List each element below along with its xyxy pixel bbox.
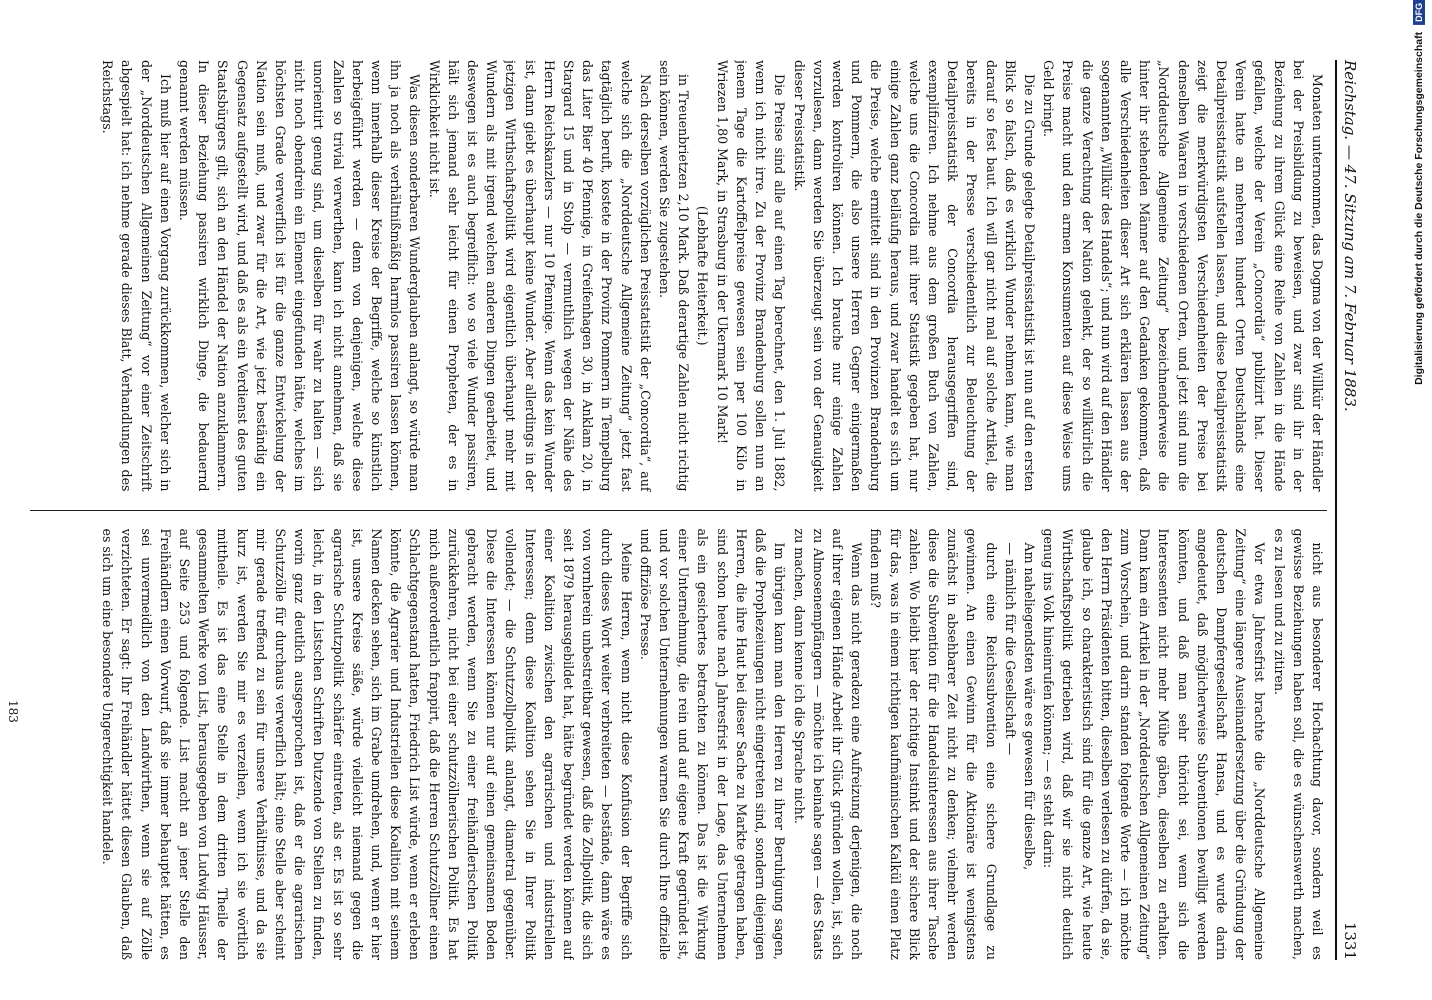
dfg-logo: DFG xyxy=(1413,0,1425,25)
page-number: 1331 xyxy=(1341,921,1359,960)
column-left xyxy=(30,60,1327,492)
paragraph: Vor etwa Jahresfrist brachte die „Norddeutsche Allgemeine Zeitung“ eine längere Auseinandersetzung über die Gründung der deutschen Dampfergesellschaft Hansa, und es wurde darin angedeutet, daß möglicherweise Subventionen bewilligt werden könnten, und daß man sehr thöricht sei, wenn sich die Interessenten nicht mehr Mühe gäben, dieselben zu erhalten. Dann kam ein Artikel in der „Norddeutschen Allgemeinen Zeitung“ zum Vorschein, und darin standen folgende Worte — ich möchte den Herrn Präsidenten bitten, dieselben verlesen zu dürfen, da sie, glaube ich, so charakteristisch sind für die ganze Art, wie heute Wirthschaftspolitik getrieben wird, daß wir sie nicht deutlich genug ins Volk hineinrufen können; — es steht darin: xyxy=(1041,528,1268,960)
column-right xyxy=(30,529,1327,961)
signature-mark: 183 xyxy=(6,700,20,723)
paragraph: Meine Herren, wenn nicht diese Konfusion der Begriffe sich durch dieses Wort weiter verbreiteten — bestände, dann wäre es von vornherein unbestreitbar gewesen, daß die Zollpolitik, die sich seit 1879 herausgebildet hat, hätte begründet werden können auf einer Koalition zwischen den agrarischen und industriellen Interessen; denn diese Koalition sehen Sie in Ihrer Politik vollendet; — die Schutzzollpolitik anlangt, diametral gegenüber. Diese die Interessen können nur auf einen gemeinsamen Boden gebracht werden, wenn Sie zu einer freihändlerischen Politik zurückkehren, nicht bei einer schutzzöllnerischen Politik. Es hat mich außerordentlich frappirt, daß die Herren Schutzzöllner einen Schlachtgegenstand hatten, Friedrich List würde, wenn er erleben könnte, die Agrarier und Industriellen diese Koalition mit seinem Namen decken sehen, sich im Grabe umdrehen, und, wenn er hier ist, unsere Kreise säße, würde vielleicht niemand gegen die agrarische Schutzpolitik schärfer eintreten, als er. Es ist so sehr leicht, in den Listschen Schriften Dutzende von Stellen zu finden, worin ganz deutlich ausgesprochen ist, daß er die agrarischen Schutzzölle für durchaus verwerflich hält; eine Stelle aber scheint mir gerade treffend zu sein für unsere Verhältnisse, und da sie kurz ist, werden Sie mir es verzeihen, wenn ich sie wörtlich mittheile. Es ist das eine Stelle in dem dritten Theile der gesammelten Werke von List, herausgegeben von Ludwig Häusser, auf Seite 253 und folgende. List macht an jener Stelle den Freihändlern einen Vorwurf, daß sie immer behauptet hätten, es sei unvermeidlich von den Landwirthen, wenn sie auf Zölle verzichteten. Er sagt: Ihr Freihändler hättet diesen Glauben, daß es sich um eine besondere Ungerechtigkeit handele. xyxy=(100,528,634,960)
paragraph: nicht aus besonderer Hochachtung davor, sondern weil es gewisse Beziehungen haben soll, die es wünschenswerth machen, es zu lesen und zu zitiren. xyxy=(1271,528,1325,960)
paragraph: Wenn das nicht geradezu eine Aufreizung derjenigen, die noch auf ihrer eigenen Hände Arbeit ihr Glück gründen wollen, ist, sich zu Almosenempfängern — möchte ich beinahe sagen — des Staats zu machen, dann kenne ich die Sprache nicht. xyxy=(791,528,865,960)
column-divider xyxy=(30,510,1327,511)
paragraph: Was diesen sonderbaren Wunderglauben anlangt, so würde man ihn ja noch als verhältnißmäßig harmlos passiren lassen können, wenn innerhalb dieser Kreise der Begriffe, welche so künstlich herbeigeführt werden — denn von denjenigen, welche diese Zahlen so trivial verwerthen, kann ich nicht annehmen, daß sie unorientirt genug sind, um dieselben für wahr zu halten — sich nicht noch obendrein ein Element eingefunden hätte, welches im höchsten Grade verwerflich ist für die ganze Entwickelung der Nation sein muß, und zwar für die Art, wie jetzt beständig ein Gegensatz aufgestellt wird, und daß es als ein Verdienst des guten Staatsbürgers gilt, sich an den Händel der Nation anzuklammern. In dieser Beziehung passiren wirklich Dinge, die bedauernd genannt werden müssen. xyxy=(177,60,423,492)
dfg-credit-text: Digitalisierung gefördert durch die Deutsche Forschungsgemeinschaft xyxy=(1412,31,1425,385)
paragraph: in Treuenbrietzen 2,10 Mark. Daß derartige Zahlen nicht richtig sein können, werden Sie zugestehen. xyxy=(657,60,692,492)
paragraph: — nämlich für die Gesellschaft — xyxy=(1002,542,1018,756)
paragraph: Ich muß hier auf einen Vorgang zurückkommen, welcher sich in der „Norddeutschen Allgemeinen Zeitung“ vor einer Zeitschrift abgespielt hat: ich nehme gerade dieses Blatt, Verhandlungen des Reichstags. xyxy=(100,60,173,492)
running-head: Reichstag. — 47. Sitzung am 7. Februar 1883. xyxy=(1341,60,1359,412)
page-header xyxy=(1335,60,1367,960)
dfg-credit-strip xyxy=(1405,0,1432,1000)
paragraph: Die Preise sind alle auf einen Tag berechnet, den 1. Juli 1882, wenn ich nicht irre. Zu der Provinz Brandenburg sollen nun an jenem Tage die Kartoffelpreise gewesen sein per 100 Kilo in Wriezen 1,80 Mark, in Strasburg in der Ukermark 10 Mark! xyxy=(714,60,788,492)
paragraph: Nach derselben vorzüglichen Preisstatistik der „Concordia“, auf welche sich die „Norddeutsche Allgemeine Zeitung“ jetzt fast tagtäglich beruft, kostete in der Provinz Pommern in Tempelburg das Liter Bier 40 Pfennige, in Greifenhagen 30, in Anklam 20, in Stargard 15 und in Stolp — vermuthlich wegen der Nähe des Herrn Reichskanzlers — nur 10 Pfennige. Wenn das kein Wunder ist, dann giebt es überhaupt keine Wunder. Aber allerdings in der jetzigen Wirthschaftspolitik wird eigentlich überhaupt mehr mit Wundern als mit irgend welchen anderen Dingen gearbeitet, und deswegen ist es auch begreiflich: wo so viele Wunder passiren, hält sich jemand sehr leicht für einen Propheten, der es in Wirklichkeit nicht ist. xyxy=(426,60,653,492)
paragraph: Am naheliegendsten wäre es gewesen für dieselbe, xyxy=(1021,542,1037,871)
paragraph: durch eine Reichssubvention eine sichere Grundlage zu gewinnen. An einen Gewinn für die Aktionäre ist wenigstens zunächst in absehbarer Zeit nicht zu denken; vielmehr werden diese die Subvention für die Handelsinteressen aus ihrer Tasche zahlen. Wo bleibt hier der richtige Instinkt und der sichere Blick für das, was in einem richtigen kaufmännischen Kalkül einen Platz finden muß? xyxy=(868,528,999,960)
text-columns xyxy=(30,60,1327,960)
paragraph: Monaten unternommen, das Dogma von der Willkür der Händler bei der Preisbildung zu beweisen, und zwar sind ihr in der Beziehung zu ihrem Glück eine Reihe von Zahlen in die Hände gefallen, welche der Verein „Concordia“ publizirt hat. Dieser Verein hatte an mehreren hundert Orten Deutschlands eine Detailpreisstatistik aufstellen lassen, und diese Detailpreisstatistik zeigt die merkwürdigsten Verschiedenheiten der Preise bei denselben Waaren in verschiedenen Orten, und jetzt sind nun die „Norddeutsche Allgemeine Zeitung“ bezeichnenderweise die hinter ihr stehenden Männer auf den Gedanken gekommen, daß alle Verschiedenheiten dieser Art sich erklären lassen aus der sogenannten „Willkür des Handels“; und nun wird auf den Händler die ganze Verachtung der Nation gelenkt, der so willkürlich die Preise macht und den armen Konsumenten auf diese Weise ums Geld bringt. xyxy=(1041,60,1325,492)
paragraph: Im übrigen kann man den Herren zu ihrer Beruhigung sagen, daß die Prophezeiungen nicht eingetreten sind, sondern diejenigen Herren, die ihre Haut bei dieser Sache zu Markte getragen haben, sind schon heute nach Jahresfrist in der Lage, das Unternehmen als ein gesichertes betrachten zu können. Das ist die Wirkung einer Unternehmung, die rein und auf eigene Kraft gegründet ist, und vor solchen Unternehmungen warnen Sie durch Ihre offizielle und offiziöse Presse. xyxy=(637,528,788,960)
dfg-credit xyxy=(1413,0,1425,397)
paragraph: Die zu Grunde gelegte Detailpreisstatistik ist nun auf den ersten Blick so falsch, daß es wirklich Wunder nehmen kann, wie man darauf so fest baut. Ich will gar nicht mal auf solche Artikel, die bereits in der Presse verschiedentlich zur Beleuchtung der Detailpreisstatistik der Concordia herausgegriffen sind, exemplifiziren. Ich nehme aus dem großen Buch von Zahlen, welche uns die Concordia mit ihrer Statistik gegeben hat, nur einige Zahlen ganz beiläufig heraus, und zwar handelt es sich um die Preise, welche ermittelt sind in den Provinzen Brandenburg und Pommern, die also unsere Herren Gegner einigermaßen werden kontroliren können. Ich brauche nur einige Zahlen vorzulesen, dann werden Sie überzeugt sein von der Genauigkeit dieser Preisstatistik. xyxy=(791,60,1037,492)
paragraph: (Lebhafte Heiterkeit.) xyxy=(695,205,711,346)
